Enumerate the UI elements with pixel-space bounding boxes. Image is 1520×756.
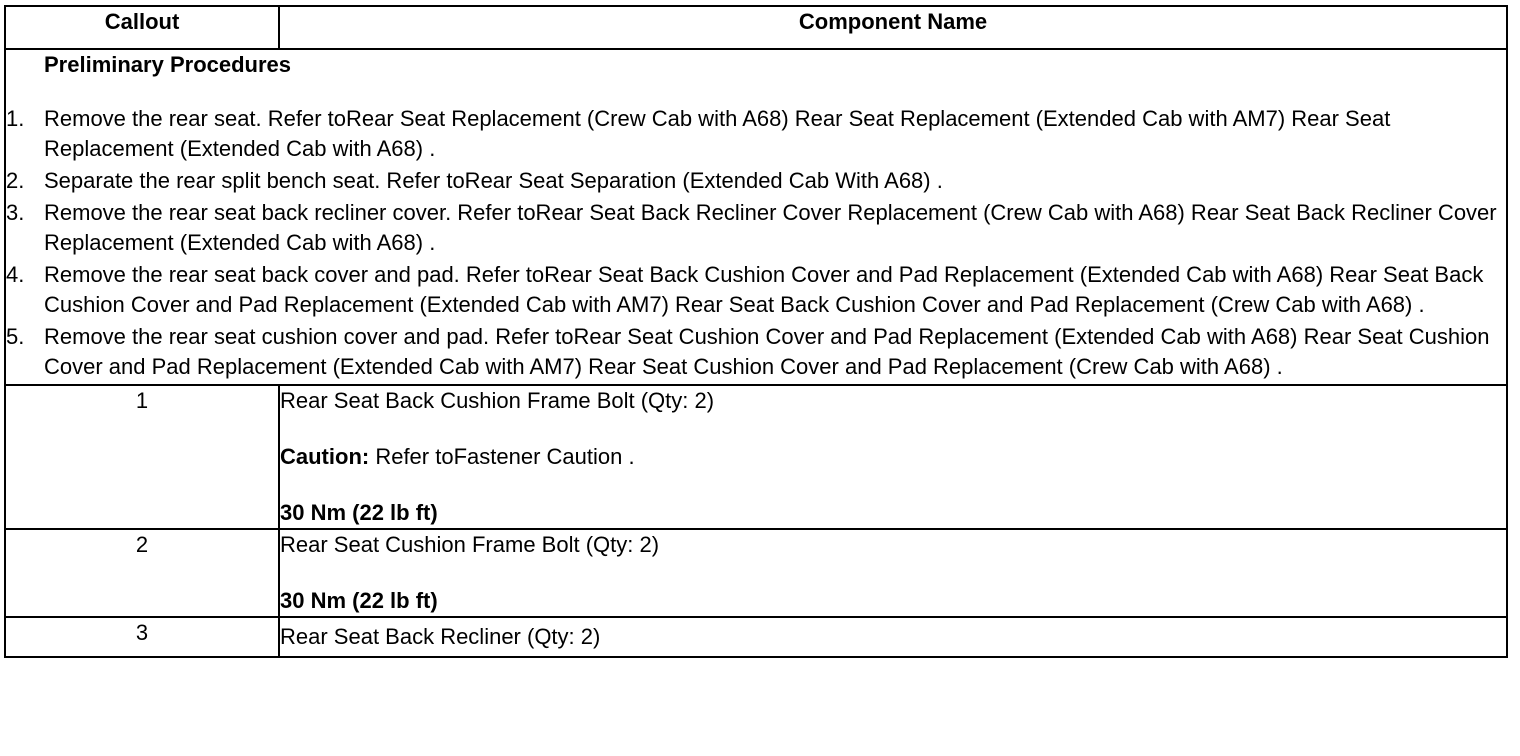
- caution-label: Caution:: [280, 444, 370, 469]
- callout-header: Callout: [5, 6, 279, 49]
- caution-text: Refer toFastener Caution .: [369, 444, 635, 469]
- preliminary-title: Preliminary Procedures: [44, 52, 292, 77]
- component-cell: [279, 529, 1507, 617]
- step-text: Remove the rear seat. Refer toRear Seat Replacement (Crew Cab with A68) Rear Seat Replacement (Extended Cab with AM7) Rear Seat Replacement (Extended Cab with A68) .: [44, 106, 1391, 161]
- procedure-table: [4, 5, 1508, 658]
- step-text: Separate the rear split bench seat. Refer toRear Seat Separation (Extended Cab With A68) .: [44, 168, 943, 193]
- callout-cell: 2: [5, 529, 279, 617]
- step-text: Remove the rear seat back recliner cover. Refer toRear Seat Back Recliner Cover Replacement (Crew Cab with A68) Rear Seat Back Recliner Cover Replacement (Extended Cab with A68) .: [44, 200, 1497, 255]
- step-number: 2.: [6, 168, 25, 193]
- component-name: Rear Seat Back Recliner (Qty: 2): [280, 624, 601, 649]
- torque-spec: 30 Nm (22 lb ft): [280, 500, 438, 525]
- component-name: Rear Seat Back Cushion Frame Bolt (Qty: 2): [280, 388, 715, 413]
- component-name: Rear Seat Cushion Frame Bolt (Qty: 2): [280, 532, 660, 557]
- header-row: [5, 6, 1507, 49]
- caution-note: [280, 442, 1506, 472]
- component-cell: [279, 617, 1507, 657]
- step-item: [6, 166, 1506, 196]
- step-number: 4.: [6, 262, 25, 287]
- step-item: [6, 198, 1506, 258]
- step-text: Remove the rear seat cushion cover and pad. Refer toRear Seat Cushion Cover and Pad Replacement (Extended Cab with A68) Rear Seat Cushion Cover and Pad Replacement (Extended Cab with AM7) Rear Seat Cushion Cover and Pad Replacement (Crew Cab with A68) .: [44, 324, 1490, 379]
- callout-cell: 1: [5, 385, 279, 529]
- step-text: Remove the rear seat back cover and pad. Refer toRear Seat Back Cushion Cover and Pad Replacement (Extended Cab with A68) Rear Seat Back Cushion Cover and Pad Replacement (Extended Cab with AM7) Rear Seat Back Cushion Cover and Pad Replacement (Crew Cab with A68) .: [44, 262, 1484, 317]
- table-row: [5, 617, 1507, 657]
- step-number: 3.: [6, 200, 25, 225]
- table-row: [5, 385, 1507, 529]
- preliminary-row: [5, 49, 1507, 385]
- callout-cell: 3: [5, 617, 279, 657]
- step-item: [6, 260, 1506, 320]
- table-row: [5, 529, 1507, 617]
- preliminary-steps: [6, 104, 1506, 382]
- step-item: [6, 322, 1506, 382]
- step-number: 5.: [6, 324, 25, 349]
- preliminary-cell: [5, 49, 1507, 385]
- component-name-header: Component Name: [279, 6, 1507, 49]
- torque-spec: 30 Nm (22 lb ft): [280, 588, 438, 613]
- component-cell: [279, 385, 1507, 529]
- step-number: 1.: [6, 106, 25, 131]
- step-item: [6, 104, 1506, 164]
